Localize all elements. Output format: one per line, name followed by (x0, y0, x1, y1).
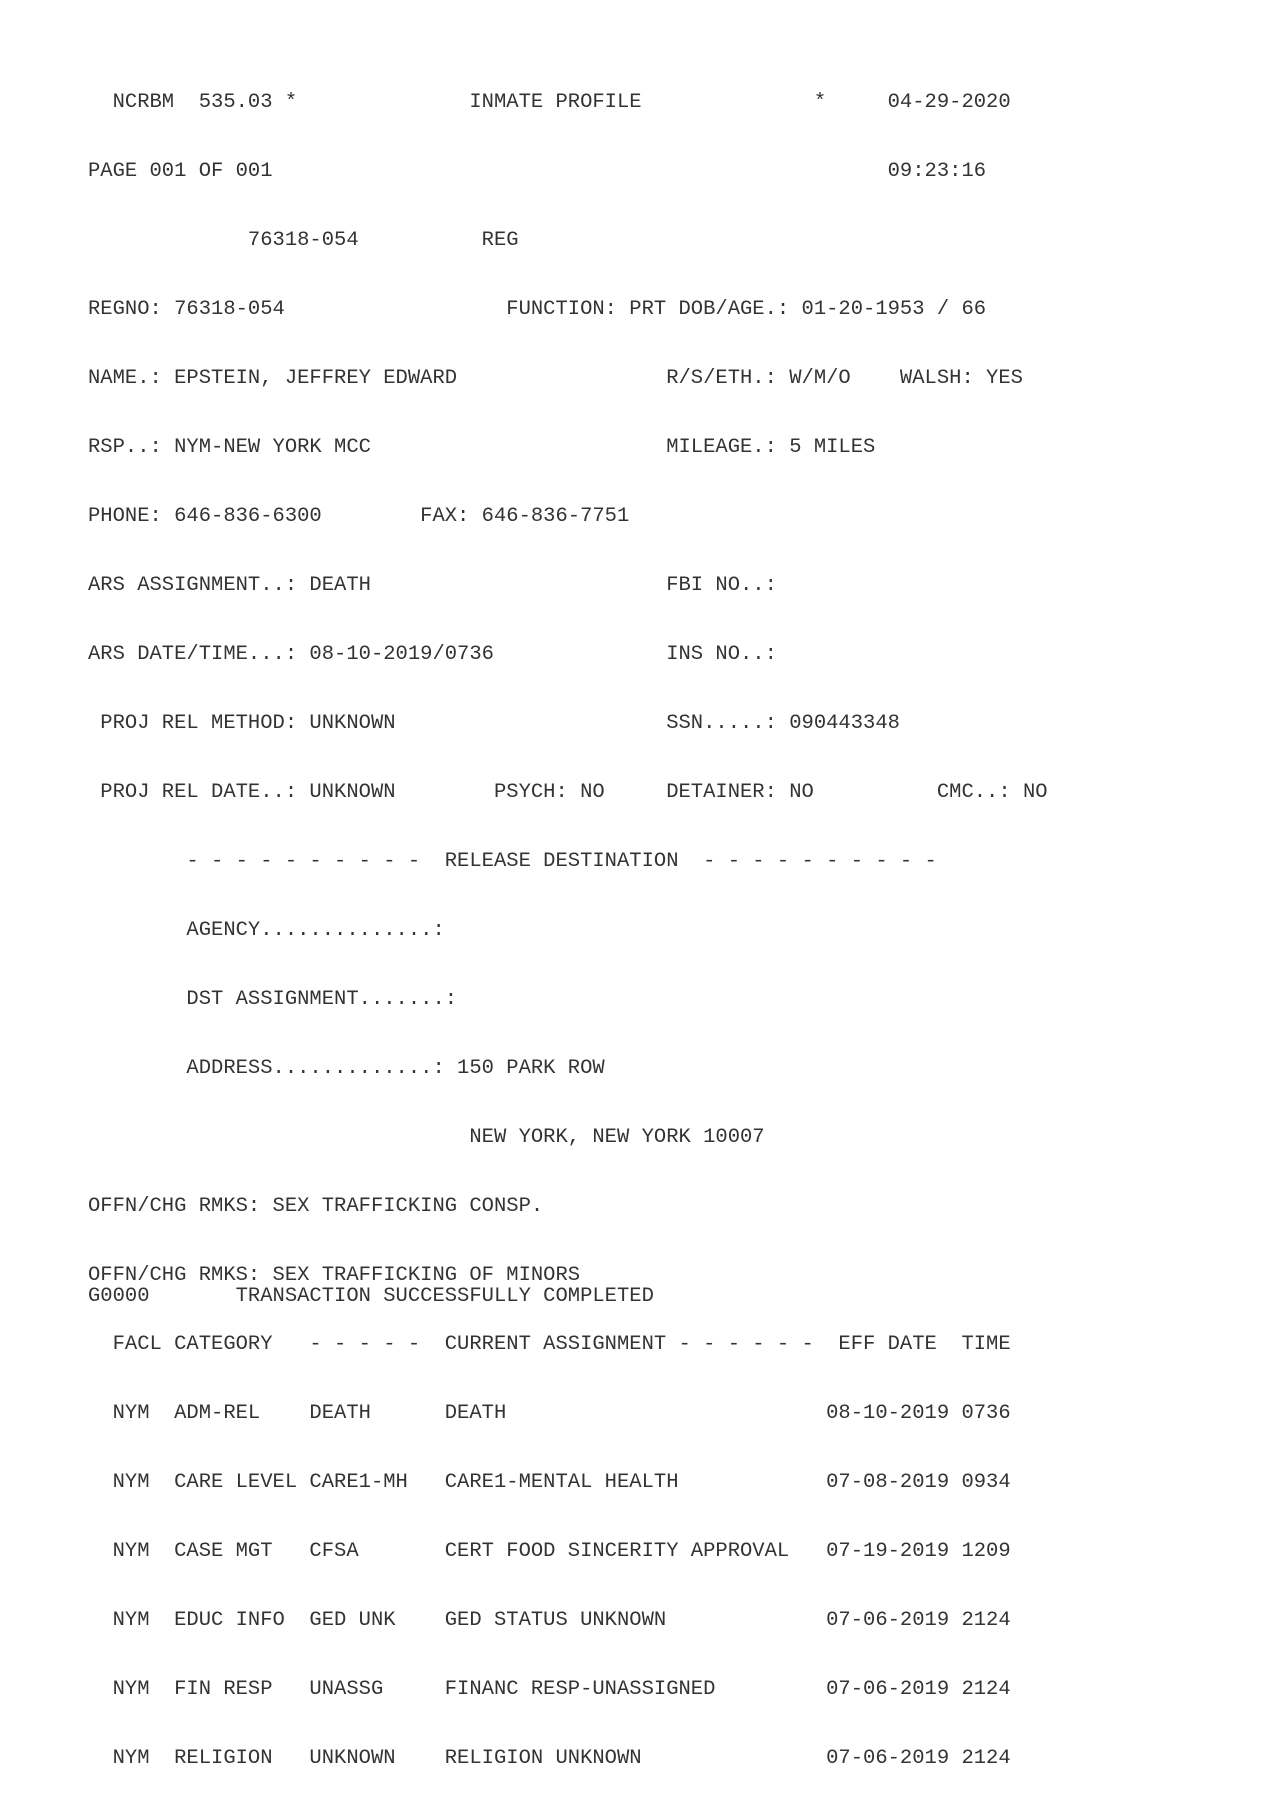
assignment-table-row: NYM CARE LEVEL CARE1-MH CARE1-MENTAL HEALTH 07-08-2019 0934 (88, 1471, 1011, 1494)
ars-datetime-line: ARS DATE/TIME...: 08-10-2019/0736 INS NO..: (88, 643, 777, 666)
phone-line: PHONE: 646-836-6300 FAX: 646-836-7751 (88, 505, 630, 528)
assignment-table-row: NYM RELIGION UNKNOWN RELIGION UNKNOWN 07-06-2019 2124 (88, 1747, 1011, 1770)
ars-assignment-line: ARS ASSIGNMENT..: DEATH FBI NO..: (88, 574, 777, 597)
assignment-table-header: FACL CATEGORY - - - - - CURRENT ASSIGNMENT - - - - - - EFF DATE TIME (88, 1333, 1011, 1356)
agency-line: AGENCY..............: (88, 919, 445, 942)
offense-remark-line: OFFN/CHG RMKS: SEX TRAFFICKING CONSP. (88, 1195, 544, 1218)
dst-assignment-line: DST ASSIGNMENT.......: (88, 988, 458, 1011)
header-line: NCRBM 535.03 * INMATE PROFILE * 04-29-2020 (88, 91, 1011, 114)
status-message: G0000 TRANSACTION SUCCESSFULLY COMPLETED (88, 1285, 654, 1308)
inmate-profile-screen (88, 45, 1048, 1793)
release-destination-heading: - - - - - - - - - - RELEASE DESTINATION - - - - - - - - - - (88, 850, 937, 873)
assignment-table-row: NYM FIN RESP UNASSG FINANC RESP-UNASSIGNED 07-06-2019 2124 (88, 1678, 1011, 1701)
address-line: ADDRESS.............: 150 PARK ROW (88, 1057, 605, 1080)
rsp-line: RSP..: NYM-NEW YORK MCC MILEAGE.: 5 MILES (88, 436, 876, 459)
name-line: NAME.: EPSTEIN, JEFFREY EDWARD R/S/ETH.: W/M/O WALSH: YES (88, 367, 1023, 390)
address-city-line: NEW YORK, NEW YORK 10007 (88, 1126, 765, 1149)
proj-rel-date-line: PROJ REL DATE..: UNKNOWN PSYCH: NO DETAINER: NO CMC..: NO (88, 781, 1048, 804)
page-number-line: PAGE 001 OF 001 09:23:16 (88, 160, 987, 183)
regno-line: REGNO: 76318-054 FUNCTION: PRT DOB/AGE.: 01-20-1953 / 66 (88, 298, 987, 321)
proj-rel-method-line: PROJ REL METHOD: UNKNOWN SSN.....: 090443348 (88, 712, 900, 735)
assignment-table-row: NYM CASE MGT CFSA CERT FOOD SINCERITY APPROVAL 07-19-2019 1209 (88, 1540, 1011, 1563)
offense-remark-line: OFFN/CHG RMKS: SEX TRAFFICKING OF MINORS (88, 1264, 581, 1287)
assignment-table-row: NYM ADM-REL DEATH DEATH 08-10-2019 0736 (88, 1402, 1011, 1425)
register-line: 76318-054 REG (88, 229, 519, 252)
assignment-table-row: NYM EDUC INFO GED UNK GED STATUS UNKNOWN 07-06-2019 2124 (88, 1609, 1011, 1632)
